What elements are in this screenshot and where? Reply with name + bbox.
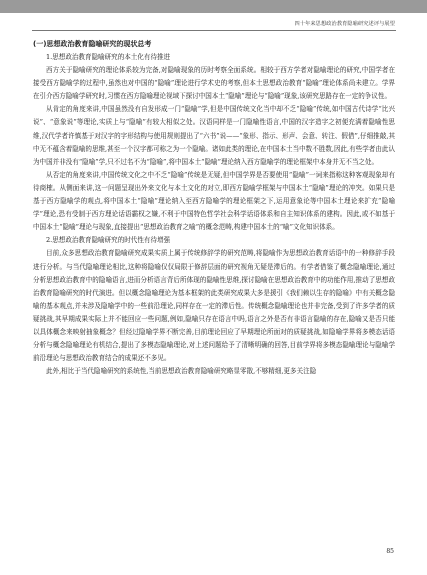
running-head: 四十年来思想政治教育隐喻研究述评与展望 [294, 21, 395, 27]
paragraph-5: 此外,相比于当代隐喻研究的系统性,当前思想政治教育隐喻研究略显零散,不够精细,更多关注隐 [46, 367, 317, 376]
subsection-heading-1: 1.思想政治教育隐喻研究的本土化有待推进 [46, 53, 171, 61]
article-body [33, 36, 395, 378]
paragraph-4: 目前,众多思想政治教育隐喻研究成果实质上属于传统修辞学的研究范畴,将隐喻作为思想政治教育话语中的一种修辞手段进行分析。与当代隐喻理论相比,这种将隐喻仅仅局限于修辞层面的研究视角无疑是滞后的。有学者借鉴了概念隐喻理论,通过分析思想政治教育中的隐喻语言,进而分析语言背后所体现的隐喻性思维,探讨隐喻在思想政治教育中的功能作用,推动了思想政治教育隐喻研究的时代演进。但以概念隐喻理论为基本框架的此类研究成果大多是援引《我们赖以生存的隐喻》中有关概念隐喻的基本观点,并未涉及隐喻学中的一些前沿理论,同样存在一定的滞后性。传统概念隐喻理论也并非完备,受到了许多学者的质疑挑战,其早期成果实际上并不能回应一些问题,例如,隐喻只存在语言中吗,语言之外是否有非语言隐喻的存在,隐喻又是否只能以具体概念来映射抽象概念？但经过隐喻学界不断完善,目前理论回应了早期理论所面对的质疑挑战,如隐喻学界将多模态话语分析与概念隐喻理论有机结合,提出了多模态隐喻理论,对上述问题给予了清晰明确的回答,目前学界将多模态隐喻理论与隐喻学前沿理论与思想政治教育结合的成果还不多见。 [33, 249, 395, 363]
paragraph-2: 从肯定的角度来讲,中国虽然没有自发形成一门“隐喻”学,但是中国传统文化当中却不乏“隐喻”传统,如中国古代诗学“比兴说”、“意象说”等理论,实质上与“隐喻”有较大相似之处。汉语同样是一门隐喻性语言,中国的汉字造字之初便充满着隐喻性思维,汉代学者许慎基于对汉字的字形结构与使用规则提出了“六书”说——“象形、指示、形声、会意、转注、假借”,仔细推敲,其中无不蕴含着隐喻的思维,甚至一个汉字都可称之为一个隐喻。诸如此类的理论,在中国本土当中数不胜数,因此,有些学者由此认为中国并非没有“隐喻”学,只不过名不为“隐喻”,将中国本土“隐喻”理论纳入西方隐喻学的理论框架中本身并无不当之处。 [33, 105, 395, 166]
header-bar [0, 0, 427, 13]
header-rule [32, 30, 396, 31]
page-number: 85 [386, 548, 394, 555]
subsection-heading-2: 2.思想政治教育隐喻研究的时代性有待增强 [46, 236, 171, 245]
paragraph-1: 西方关于隐喻研究的理论体系较为完备,对隐喻现象的历时考察全面系统。相较于西方学者对隐喻理论的研究,中国学者在接受西方隐喻学的过程中,虽然也对中国的“隐喻”理论进行学术史的考察,但本土思想政治教育“隐喻”理论体系尚未建立。学界在引介西方隐喻学研究时,习惯在西方隐喻理论视域下探讨中国本土“隐喻”理论与“隐喻”现象,该研究思路存在一定的争议性。 [33, 66, 395, 101]
section-title: (一)思想政治教育隐喻研究的现状总考 [33, 40, 152, 48]
paragraph-3: 从否定的角度来讲,中国传统文化之中不乏“隐喻”传统是无疑,但中国学界是否要使用“隐喻”一词来指称这种客观现象却有待商榷。从侧面来讲,这一问题呈现出外来文化与本土文化的对立,即西方隐喻学框架与中国本土“隐喻”理论的冲突。如果只是基于西方隐喻学的观点,将中国本土“隐喻”理论纳入至西方隐喻学的理论框架之下,运用意象论等中国本土理论来扩充“隐喻学”理论,恐有受制于西方理论话语霸权之嫌,不利于中国特色哲学社会科学话语体系和自主知识体系的建构。因此,或不如基于中国本土“隐喻”理论与现象,直接提出“思想政治教育之喻”的概念范畴,构建中国本土的“喻”文化知识体系。 [33, 170, 395, 232]
